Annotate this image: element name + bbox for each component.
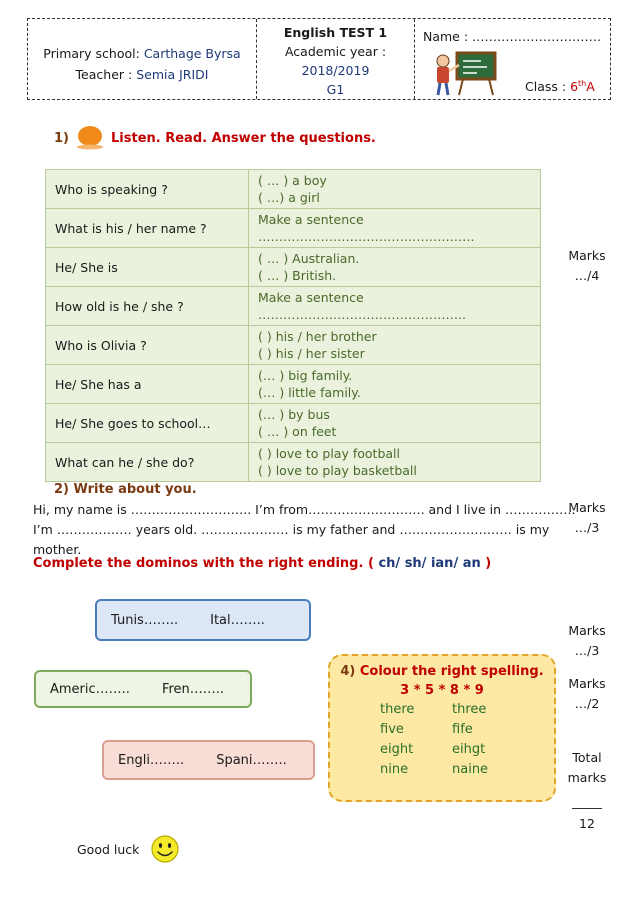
answer-option-1[interactable]: ( ) his / her brother [258,329,377,344]
section2-marks [564,498,610,538]
section1-number: 1) [54,130,69,146]
options-close-paren: ) [485,556,492,571]
spelling-option-a[interactable]: there [380,702,415,717]
answer-option-1[interactable]: ( … ) a boy [258,173,327,188]
domino-options: ch/ sh/ ian/ an [378,556,481,571]
question-text: He/ She is [46,248,249,287]
marks-value: …/3 [574,520,600,535]
question-text: Who is Olivia ? [46,326,249,365]
class-label: Class : [525,79,567,95]
class-letter: A [586,79,595,95]
answer-cell[interactable] [249,209,541,248]
write-about-you-text [33,500,576,560]
answer-option-1[interactable]: (… ) by bus [258,407,330,422]
answer-cell[interactable] [249,248,541,287]
question-row [46,170,541,209]
name-field[interactable]: Name : …………………………. [423,29,602,44]
academic-year: 2018/2019 [301,63,370,78]
spelling-option-b[interactable]: naine [452,762,489,777]
spelling-option-b[interactable]: fife [452,722,473,737]
questions-table [45,169,541,482]
spelling-pair-row [330,700,554,720]
marks-label: Marks [568,500,606,515]
answer-option-1[interactable]: ( ) love to play football [258,446,400,461]
section2-heading [54,482,197,497]
section1-marks [564,246,610,286]
spelling-option-a[interactable]: nine [380,762,409,777]
good-luck-text: Good luck [77,842,140,857]
answer-option-1[interactable]: ( … ) Australian. [258,251,360,266]
test-info [257,19,415,99]
answer-cell[interactable] [249,404,541,443]
answer-option-2[interactable]: ( … ) on feet [258,424,337,439]
answer-option-1[interactable]: (… ) big family. [258,368,353,383]
total-marks [562,748,612,834]
answer-option-2[interactable]: ( …) a girl [258,190,320,205]
question-row [46,443,541,482]
domino-3-left: Engli…….. [118,752,185,768]
section4-number: 4) [340,664,356,679]
school-label: Primary school: [43,46,140,61]
marks-value: …/4 [574,268,600,283]
marks-label: marks [567,770,607,785]
teacher-name: Semia JRIDI [136,67,209,82]
numbers-line: 3 * 5 * 8 * 9 [400,683,484,698]
group-label: G1 [326,82,345,97]
answer-cell[interactable] [249,443,541,482]
school-name: Carthage Byrsa [143,46,241,61]
class-superscript: th [578,79,587,88]
domino-3[interactable] [102,740,315,780]
spelling-option-a[interactable]: eight [380,742,414,757]
colour-spelling-box [328,654,556,802]
answer-option-2[interactable]: ( ) love to play basketball [258,463,417,478]
domino-1-left: Tunis…….. [111,612,179,628]
student-info [415,19,612,99]
spelling-pairs [330,700,554,780]
section1-title: Listen. Read. Answer the questions. [111,130,376,146]
spelling-option-a[interactable]: five [380,722,404,737]
domino-2[interactable] [34,670,252,708]
question-row [46,326,541,365]
fraction-line [572,808,602,810]
spelling-option-b[interactable]: eihgt [452,742,486,757]
answer-cell[interactable] [249,365,541,404]
question-row [46,365,541,404]
marks-label: Marks [568,248,606,263]
question-row [46,209,541,248]
class-info [525,79,595,94]
options-open-paren: ( [367,556,374,571]
sentence-line-1[interactable]: Hi, my name is ……………………….. I’m from………………………. and I live in …………….. [33,502,576,517]
question-text: He/ She has a [46,365,249,404]
answer-option-2[interactable]: ……………………………………………. [258,229,475,244]
domino-2-right: Fren…….. [161,681,225,697]
sentence-line-3: mother. [33,542,82,557]
answer-cell[interactable] [249,287,541,326]
answer-cell[interactable] [249,326,541,365]
orange-sun-icon [75,126,105,150]
total-label: Total [572,750,602,765]
spelling-pair-row [330,720,554,740]
spelling-option-b[interactable]: three [452,702,487,717]
section4-title: Colour the right spelling. [359,664,544,679]
teacher-blackboard-icon [429,49,499,97]
smiley-icon [149,834,181,864]
question-row [46,404,541,443]
domino-3-right: Spani…….. [216,752,287,768]
question-row [46,287,541,326]
spelling-pair-row [330,760,554,780]
marks-value: …/3 [574,643,600,658]
section4-heading [330,664,554,679]
question-text: How old is he / she ? [46,287,249,326]
marks-label: Marks [568,676,606,691]
answer-option-2[interactable]: ( … ) British. [258,268,337,283]
section2-title: Write about you. [73,482,197,497]
answer-option-1[interactable]: Make a sentence [258,212,364,227]
sentence-line-2[interactable]: I’m ……………… years old. ………………… is my father and ……………………… is my [33,522,550,537]
section4-marks [564,674,610,714]
answer-option-1[interactable]: Make a sentence [258,290,364,305]
answer-cell[interactable] [249,170,541,209]
academic-year-label: Academic year : [284,44,387,59]
marks-value: …/2 [574,696,600,711]
section2-number: 2) [54,482,69,497]
test-header [27,18,611,100]
question-text: Who is speaking ? [46,170,249,209]
marks-label: Marks [568,623,606,638]
domino-instruction: Complete the dominos with the right ending. [33,556,364,571]
domino-1-right: Ital…….. [210,612,265,628]
school-info [28,19,257,99]
class-value: 6 [570,79,579,95]
answer-option-2[interactable]: (… ) little family. [258,385,361,400]
answer-option-2[interactable]: ( ) his / her sister [258,346,365,361]
domino-1[interactable] [95,599,311,641]
section3-instruction [33,556,491,571]
question-text: What can he / she do? [46,443,249,482]
answer-option-2[interactable]: ………………………………………….. [258,307,466,322]
domino-2-left: Americ…….. [50,681,130,697]
teacher-label: Teacher : [75,67,133,82]
question-text: What is his / her name ? [46,209,249,248]
total-value: 12 [579,816,595,831]
spelling-pair-row [330,740,554,760]
question-row [46,248,541,287]
section3-marks [564,621,610,661]
question-text: He/ She goes to school… [46,404,249,443]
test-title: English TEST 1 [283,25,388,40]
section1-heading [54,126,376,150]
